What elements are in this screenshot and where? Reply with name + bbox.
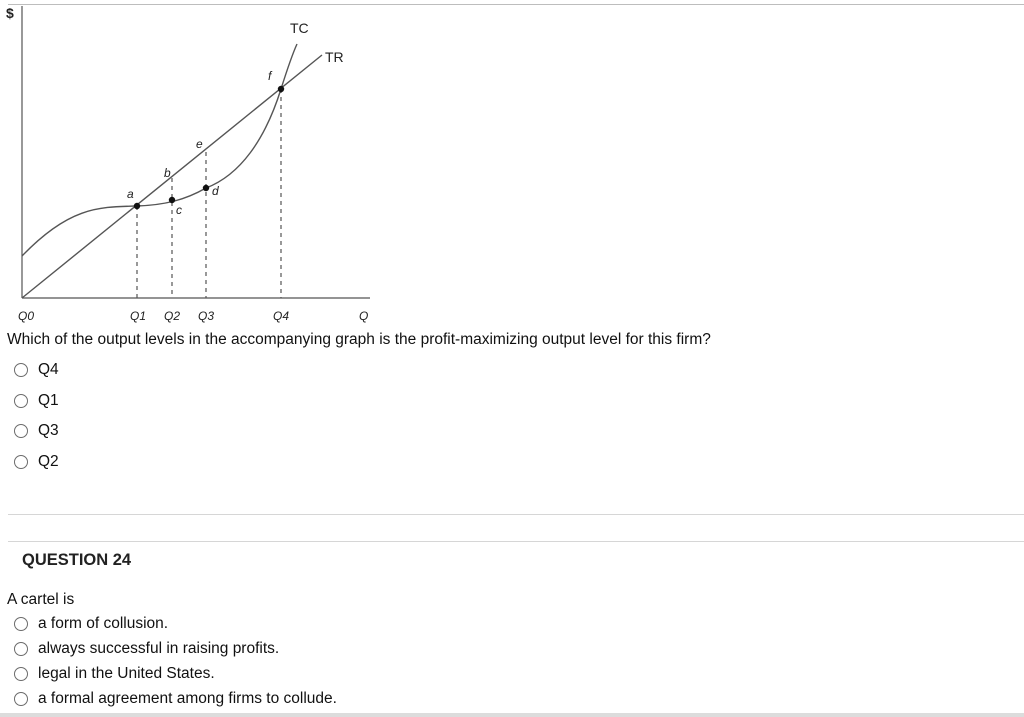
point-c-label: c [176, 203, 182, 217]
option-label: Q4 [38, 361, 59, 379]
bottom-scroll-edge [0, 713, 1024, 717]
question-23-text: Which of the output levels in the accompanying graph is the profit-maximizing output level for this firm? [7, 331, 711, 348]
q23-option-2[interactable] [14, 386, 59, 417]
question-23-options [14, 355, 59, 477]
radio-button[interactable] [14, 642, 28, 656]
radio-button[interactable] [14, 424, 28, 438]
tr-label: TR [325, 49, 344, 65]
option-label: Q1 [38, 391, 59, 409]
option-label: legal in the United States. [38, 664, 215, 682]
point-a-dot [134, 203, 140, 209]
option-label: a form of collusion. [38, 614, 169, 632]
question-24-text: A cartel is [7, 591, 75, 608]
cost-revenue-graph [0, 0, 390, 330]
point-e-label: e [196, 137, 203, 151]
radio-button[interactable] [14, 692, 28, 706]
q23-option-4[interactable] [14, 447, 59, 478]
q24-option-3[interactable] [14, 661, 337, 686]
tick-label-q0: Q0 [18, 309, 35, 323]
radio-button[interactable] [14, 455, 28, 469]
q24-option-4[interactable] [14, 686, 337, 711]
tc-curve [22, 44, 297, 256]
option-label: Q3 [38, 422, 59, 440]
question-24-options [14, 611, 337, 711]
point-b-label: b [164, 166, 171, 180]
point-f-label: f [268, 69, 272, 83]
tick-label-q3: Q3 [198, 309, 215, 323]
section-divider [8, 514, 1024, 515]
tc-label: TC [290, 20, 309, 36]
tick-label-q4: Q4 [273, 309, 290, 323]
point-a-label: a [127, 187, 134, 201]
point-d-dot [203, 185, 209, 191]
radio-button[interactable] [14, 363, 28, 377]
x-axis-label: Q [359, 309, 369, 323]
option-label: Q2 [38, 452, 59, 470]
point-c-dot [169, 197, 175, 203]
point-d-label: d [212, 184, 219, 198]
q23-option-3[interactable] [14, 416, 59, 447]
point-f-dot [278, 86, 284, 92]
y-axis-label: $ [6, 5, 14, 21]
option-label: always successful in raising profits. [38, 639, 280, 657]
q23-option-1[interactable] [14, 355, 59, 386]
section-divider [8, 541, 1024, 542]
q24-option-1[interactable] [14, 611, 337, 636]
question-24-title: QUESTION 24 [22, 551, 132, 569]
q24-option-2[interactable] [14, 636, 337, 661]
radio-button[interactable] [14, 667, 28, 681]
tick-label-q2: Q2 [164, 309, 181, 323]
tick-label-q1: Q1 [130, 309, 147, 323]
option-label: a formal agreement among firms to collude. [38, 689, 337, 707]
radio-button[interactable] [14, 617, 28, 631]
radio-button[interactable] [14, 394, 28, 408]
